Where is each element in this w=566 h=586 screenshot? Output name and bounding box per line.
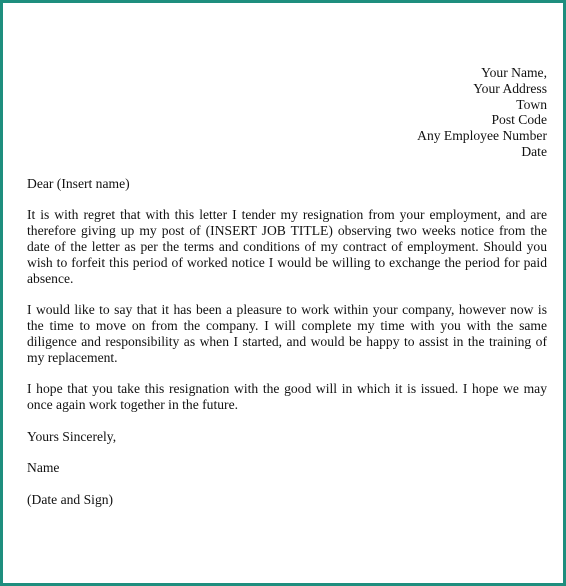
address-line-employee-number: Any Employee Number [417,128,547,144]
letter-page [27,65,547,523]
address-line-name: Your Name, [481,65,547,80]
address-line-postcode: Post Code [491,112,547,128]
salutation: Dear (Insert name) [27,175,130,191]
body-paragraph-3: I hope that you take this resignation with the good will in which it is issued. I hope we may once again work together in the future. [27,381,547,412]
sender-address-block [27,65,547,160]
address-line-town: Town [516,96,547,112]
date-and-sign: (Date and Sign) [27,491,114,507]
body-paragraph-1: It is with regret that with this letter I tender my resignation from your employment, and are therefore giving up my post of (INSERT JOB TITLE) observing two weeks notice from the date of the letter as per the terms and conditions of my contract of employment. Should you wish to forfeit this period of worked notice I would be willing to exchange the period for paid absence. [27,207,547,286]
signature-name: Name [27,460,60,476]
body-paragraph-2: I would like to say that it has been a pleasure to work within your company, however now is the time to move on from the company. I will complete my time with you with the same diligence and responsibility as when I started, and would be happy to assist in the training of my replacement. [27,302,547,365]
address-line-address: Your Address [473,80,547,96]
closing: Yours Sincerely, [27,428,117,444]
address-line-date: Date [521,143,547,159]
